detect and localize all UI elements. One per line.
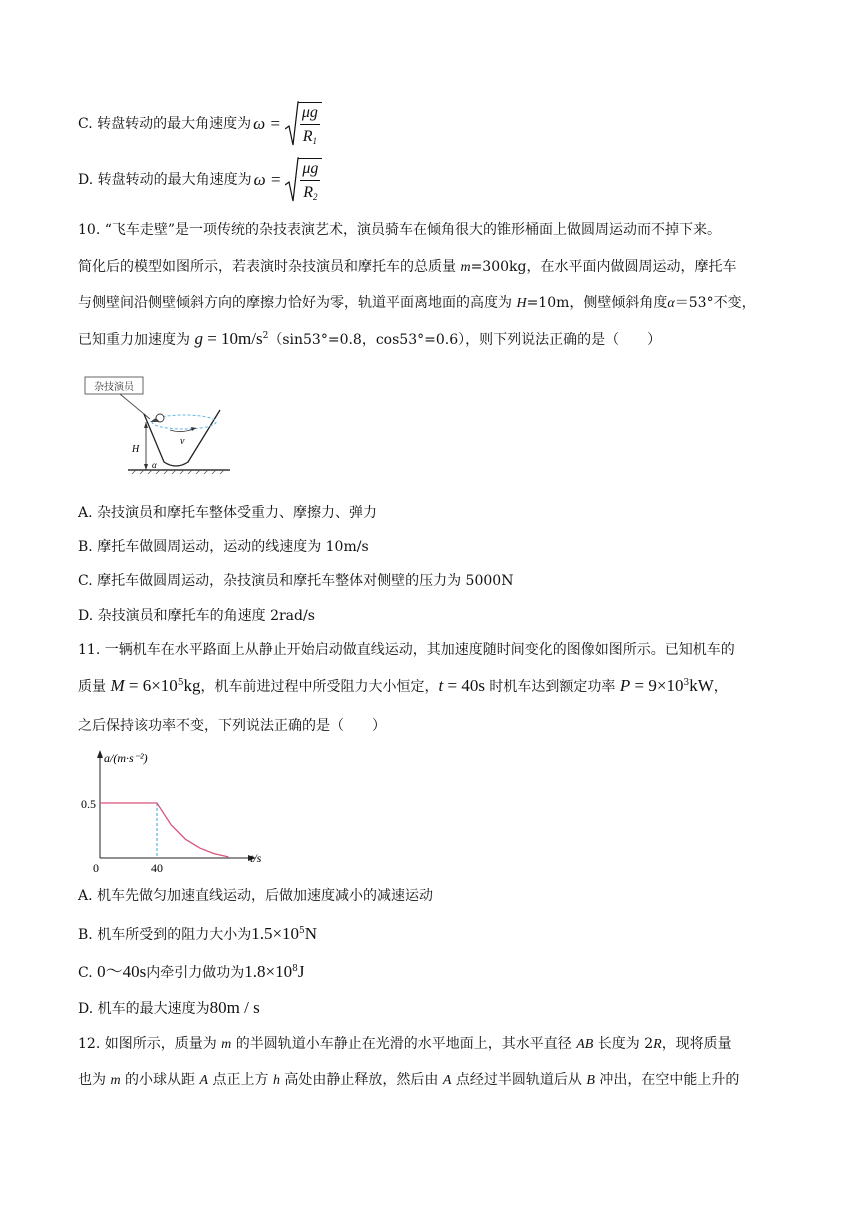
- q9-option-d-fraction: [298, 158, 322, 203]
- q11-option-b[interactable]: B. 机车所受到的阻力大小为$1.5\times 10^5N$: [78, 924, 318, 943]
- angle-label: α: [152, 460, 157, 470]
- sqrt-sign: [285, 101, 299, 147]
- q10-figure: [80, 370, 240, 480]
- q10-option-a[interactable]: A. 杂技演员和摩托车整体受重力、摩擦力、弹力: [78, 505, 378, 521]
- sqrt-sign: [285, 157, 299, 203]
- q11-option-c[interactable]: C. 0～40s内牵引力做功为$1.8\times 10^8J$: [78, 962, 305, 981]
- x-axis-label: t/s: [250, 851, 262, 865]
- q11-line-1: 11. 一辆机车在水平路面上从静止开始启动做直线运动，其加速度随时间变化的图像如图所示。已知机车的: [78, 642, 735, 658]
- q10-line-4: 已知重力加速度为 $g = 10m/s^2(\sin 53^\circ=0.8$，cos53°=0.6），则下列说法正确的是（ ）: [78, 329, 662, 348]
- q10-option-d[interactable]: D. 杂技演员和摩托车的角速度 2rad/s: [78, 608, 315, 624]
- q10-option-c[interactable]: C. 摩托车做圆周运动，杂技演员和摩托车整体对侧壁的压力为 5000N: [78, 573, 514, 589]
- fraction-numerator: μg: [300, 103, 320, 125]
- fraction-denominator: $R_1$: [302, 127, 318, 146]
- q9-option-c-label: C. 转盘转动的最大角速度为: [78, 116, 252, 132]
- origin-tick-label: 0: [93, 861, 99, 875]
- fraction-numerator: μg: [300, 159, 320, 181]
- q9-option-d[interactable]: [78, 160, 322, 200]
- q11-option-a[interactable]: A. 机车先做匀加速直线运动，后做加速度减小的减速运动: [78, 888, 434, 904]
- q9-option-c[interactable]: [78, 104, 322, 144]
- q10-line-3: 与侧壁间沿侧壁倾斜方向的摩擦力恰好为零，轨道平面离地面的高度为 H=10m，侧壁倾斜角度α＝53°不变，: [78, 295, 756, 311]
- omega-symbol: ω =: [253, 114, 281, 133]
- q9-option-d-label: D. 转盘转动的最大角速度为: [78, 172, 252, 188]
- q9-option-c-fraction: [298, 102, 322, 147]
- acceleration-time-chart: [74, 748, 274, 876]
- omega-symbol: ω =: [253, 170, 282, 189]
- y-tick-0.5: 0.5: [81, 797, 96, 811]
- velocity-label: v: [180, 436, 185, 447]
- q11-option-d[interactable]: D. 机车的最大速度为80m / s: [78, 998, 260, 1017]
- height-label: H: [132, 444, 140, 455]
- label-pointer: [120, 394, 150, 419]
- q10-line-2: 简化后的模型如图所示，若表演时杂技演员和摩托车的总质量 m=300kg，在水平面内做圆周运动，摩托车: [78, 259, 737, 275]
- x-tick-40: 40: [151, 861, 163, 875]
- q12-line-1: 12. 如图所示，质量为 m 的半圆轨道小车静止在光滑的水平地面上，其水平直径 AB 长度为 2R，现将质量: [78, 1036, 732, 1052]
- q10-option-b[interactable]: B. 摩托车做圆周运动，运动的线速度为 10m/s: [78, 539, 369, 555]
- q12-line-2: 也为 m 的小球从距 A 点正上方 h 高处由静止释放，然后由 A 点经过半圆轨道后从 B 冲出，在空中能上升的: [78, 1072, 740, 1088]
- q11-line-2: 质量 $M = 6\times 10^5kg$，机车前进过程中所受阻力大小恒定，t = 40s 时机车达到额定功率 $P = 9\times 10^3kW$，: [78, 676, 728, 695]
- y-axis-arrow: [97, 750, 103, 758]
- performer-label: 杂技演员: [94, 382, 134, 393]
- q10-line-1: 10. “飞车走壁”是一项传统的杂技表演艺术，演员骑车在倾角很大的锥形桶面上做圆周运动而不掉下来。: [78, 222, 722, 238]
- y-axis-label: a/(m·s⁻²): [104, 751, 148, 765]
- fraction-denominator: $R_2$: [303, 183, 318, 202]
- q11-line-3: 之后保持该功率不变，下列说法正确的是（ ）: [78, 718, 386, 734]
- acceleration-curve: [100, 803, 228, 857]
